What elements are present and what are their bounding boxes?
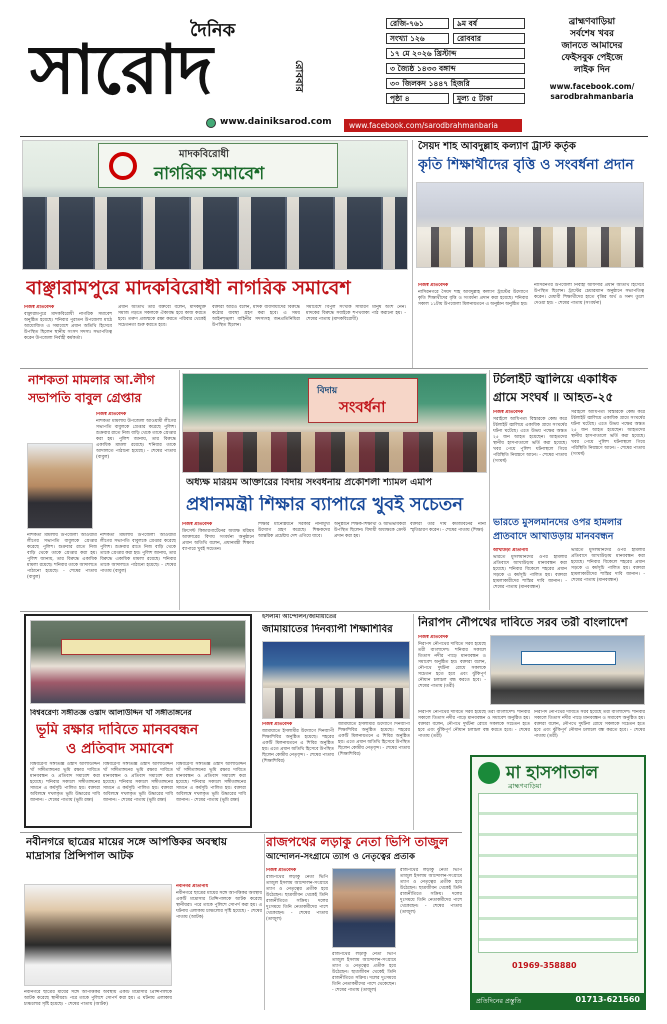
- awami-byline: নিজস্ব প্রতিবেদক: [96, 412, 127, 417]
- col-divider: [489, 370, 490, 610]
- lead-col-4: সমাবেশে বিপুল সংখ্যক সাধারণ মানুষ অংশ নেন। মাদকের বিরুদ্ধে সবাইকে শপথবাক্য পাঠ করানো হয়। - শেষের পাতায় (মাদকবিরোধী): [306, 305, 406, 322]
- farewell-banner-1: বিদায়: [317, 386, 338, 396]
- masthead-daily: দৈনিক: [190, 20, 236, 41]
- info-cell: ১৭ মে ২০২৬ খ্রিস্টাব্দ: [386, 48, 525, 59]
- promo-url: www.facebook.com/: [549, 82, 635, 91]
- muslim-col-1: [493, 548, 567, 608]
- facebook-promo-box[interactable]: [538, 16, 646, 133]
- center-headline[interactable]: প্রধানমন্ত্রী শিক্ষার ব্যাপারে খুবই সচেতন: [186, 495, 464, 515]
- banner-big: নাগরিক সমাবেশ: [154, 164, 265, 184]
- muslim-col-2: ভারতে মুসলমানদের ওপর হামলার প্রতিবাদে আখাউড়ায় মানববন্ধন করা হয়েছে। শনিবার বিকেলে শহরের প্রধান সড়কে এ কর্মসূচি পালিত হয়। বক্তারা হামলাকারীদের শাস্তির দাবি জানান। - শেষের পাতায় (মানববন্ধন): [571, 548, 645, 583]
- boat-photo: [490, 635, 645, 705]
- shibir-photo-people: [263, 688, 409, 718]
- alauddin-col-3: বিশ্ববরেণ্য সঙ্গীতজ্ঞ ওস্তাদ আলাউদ্দিন খাঁ সঙ্গীতাঙ্গনের ভূমি রক্ষার দাবিতে মানববন্ধন ও প্রতিবাদ সমাবেশ করা হয়েছে। শনিবার সকালে সঙ্গীতাঙ্গনের সামনে এ কর্মসূচি পালিত হয়। বক্তারা অবিলম্বে দখলকৃত ভূমি উদ্ধারের দাবি জানান। - শেষের পাতায় (ভূমি রক্ষা): [176, 762, 246, 803]
- awami-headline-1[interactable]: নাশকতা মামলার আ.লীগ: [28, 373, 155, 387]
- tajul-headline-1[interactable]: রাজপথের লড়াকু নেতা ভিপি তাজুল: [266, 835, 449, 849]
- no-drugs-icon: [109, 152, 137, 180]
- divider: [20, 611, 648, 612]
- info-cell: ৩ জ্যৈষ্ঠ ১৪৩৩ বঙ্গাব্দ: [386, 63, 525, 74]
- torch-byline: নিজস্ব প্রতিবেদক: [493, 410, 524, 415]
- col-divider: [412, 140, 413, 368]
- tajul-byline: নিজস্ব প্রতিবেদক: [266, 868, 297, 873]
- shibir-col-2: জামায়াতে ইসলামীর উদ্যোগে দিনব্যাপী শিক্ষাশিবির অনুষ্ঠিত হয়েছে। শহরের একটি মিলনায়তনে এ শিবির অনুষ্ঠিত হয়। এতে প্রধান অতিথি হিসেবে উপস্থিত ছিলেন কেন্দ্রীয় নেতৃবৃন্দ। - শেষের পাতায় (শিক্ষাশিবির): [338, 722, 410, 757]
- promo-url: sarodbrahmanbaria: [550, 92, 634, 101]
- info-cell: ৯ম বর্ষ: [453, 18, 525, 29]
- hospital-ad[interactable]: [470, 755, 646, 1010]
- crowd-silhouettes: [23, 197, 407, 269]
- tajul-col-2: রাজপথের লড়াকু নেতা ভিপি তাজুল ইসলাম আন্দোলন-সংগ্রামে ত্যাগ ও নেতৃত্বের প্রতীক হয়ে উঠেছেন। ছাত্রজীবন থেকেই তিনি রাজনীতিতে সক্রিয়। দলের দুঃসময়ে তিনি নেতাকর্মীদের পাশে থেকেছেন। - শেষের পাতায় (তাজুল): [400, 868, 462, 915]
- alauddin-col-2: বিশ্ববরেণ্য সঙ্গীতজ্ঞ ওস্তাদ আলাউদ্দিন খাঁ সঙ্গীতাঙ্গনের ভূমি রক্ষার দাবিতে মানববন্ধন ও প্রতিবাদ সমাবেশ করা হয়েছে। শনিবার সকালে সঙ্গীতাঙ্গনের সামনে এ কর্মসূচি পালিত হয়। বক্তারা অবিলম্বে দখলকৃত ভূমি উদ্ধারের দাবি জানান। - শেষের পাতায় (ভূমি রক্ষা): [103, 762, 173, 803]
- col-divider: [413, 614, 414, 830]
- info-cell: সংখ্যা ১২৬: [386, 33, 449, 44]
- farewell-banner: [308, 378, 418, 423]
- muslim-headline-2[interactable]: প্রতিবাদে আখাউড়ায় মানববন্ধন: [493, 532, 614, 542]
- center-subhead: অধ্যক্ষ মরিয়ম আক্তারের বিদায় সংবর্ধনায় প্রকৌশলী শ্যামল এমপি: [186, 478, 432, 488]
- torch-col-2: সরাইলে আধিপত্য বিস্তারকে কেন্দ্র করে টর্চলাইট জ্বালিয়ে একাধিক গ্রামে সংঘর্ষের ঘটনা ঘটেছে। এতে উভয় পক্ষের অন্তত ২৫ জন আহত হয়েছেন। আহতদের স্থানীয় হাসপাতালে ভর্তি করা হয়েছে। খবর পেয়ে পুলিশ ঘটনাস্থলে গিয়ে পরিস্থিতি নিয়ন্ত্রণে আনে। - শেষের পাতায় (সংঘর্ষ): [571, 410, 645, 457]
- info-cell: ৩০ জিলকদ ১৪৪৭ হিজরি: [386, 78, 525, 89]
- center-photo-people: [183, 432, 486, 472]
- center-byline: নিজস্ব প্রতিবেদক: [182, 522, 213, 527]
- tajul-col-1: [266, 868, 328, 1008]
- divider: [20, 368, 648, 369]
- boat-byline: নিজস্ব প্রতিবেদক: [418, 635, 449, 640]
- muslim-body: ভারতে মুসলমানদের ওপর হামলার প্রতিবাদে আখাউড়ায় মানববন্ধন করা হয়েছে। শনিবার বিকেলে শহরের প্রধান সড়কে এ কর্মসূচি পালিত হয়। বক্তারা হামলাকারীদের শাস্তির দাবি জানান। - শেষের পাতায় (মানববন্ধন): [493, 555, 567, 590]
- torch-col-1: [493, 410, 567, 512]
- center-col-3: অনুষ্ঠানে শিক্ষক-শিক্ষার্থী ও অভিভাবকরা উপস্থিত ছিলেন। বিদায়ী অধ্যক্ষকে ক্রেস্ট প্রদান করা হয়।: [334, 522, 406, 539]
- masthead-day: রোববার: [293, 60, 304, 92]
- issue-info-box: [386, 18, 526, 116]
- awami-col-1: [96, 412, 176, 532]
- masthead: [30, 8, 330, 133]
- tajul-col-3: রাজপথের লড়াকু নেতা ভিপি তাজুল ইসলাম আন্দোলন-সংগ্রামে ত্যাগ ও নেতৃত্বের প্রতীক হয়ে উঠেছেন। ছাত্রজীবন থেকেই তিনি রাজনীতিতে সক্রিয়। দলের দুঃসময়ে তিনি নেতাকর্মীদের পাশে থেকেছেন। - শেষের পাতায় (তাজুল): [332, 952, 396, 993]
- lead-photo: [22, 140, 408, 270]
- promo-line: সর্বশেষ খবর: [570, 29, 614, 39]
- center-col-1: [182, 522, 254, 608]
- promo-line: লাইক দিন: [573, 65, 611, 75]
- masthead-title: সারোদ: [30, 31, 212, 110]
- trust-col-2: নাসিরনগর উপজেলা নির্বাহী অফিসার প্রধান অতিথি হিসেবে উপস্থিত ছিলেন। ট্রাস্টের চেয়ারম্যান অনুষ্ঠানে সভাপতিত্ব করেন। মেধাবী শিক্ষার্থীদের হাতে বৃত্তির অর্থ ও সনদ তুলে দেওয়া হয়। - শেষের পাতায় (সংবর্ধনা): [534, 283, 644, 306]
- promo-line: জানতে আমাদের: [561, 41, 623, 51]
- trust-col-1: [418, 283, 528, 365]
- alauddin-photo: [30, 620, 246, 704]
- lead-photo-banner: [98, 143, 338, 188]
- hospital-footer-text: প্রতিদিনের প্রস্তুতি: [476, 997, 522, 1005]
- awami-headline-2[interactable]: সভাপতি বাবুল গ্রেপ্তার: [28, 391, 142, 405]
- shibir-byline: নিজস্ব প্রতিবেদক: [262, 722, 293, 727]
- awami-body: নাশকতা মামলায় উপজেলা আওয়ামী লীগের সভাপতি বাবুলকে গ্রেপ্তার করেছে পুলিশ। শুক্রবার রাতে নিজ বাড়ি থেকে তাকে গ্রেপ্তার করা হয়। পুলিশ জানায়, তার বিরুদ্ধে একাধিক মামলা রয়েছে। শনিবার তাকে আদালতে পাঠানো হয়েছে। - শেষের পাতায় (বাবুল): [96, 419, 176, 460]
- trust-photo-people: [417, 227, 643, 267]
- awami-portrait: [27, 443, 93, 529]
- awami-col-3: নাশকতা মামলায় উপজেলা আওয়ামী লীগের সভাপতি বাবুলকে গ্রেপ্তার করেছে পুলিশ। শুক্রবার রাতে নিজ বাড়ি থেকে তাকে গ্রেপ্তার করা হয়। পুলিশ জানায়, তার বিরুদ্ধে একাধিক মামলা রয়েছে। শনিবার তাকে আদালতে পাঠানো হয়েছে। - শেষের পাতায় (বাবুল): [100, 533, 176, 574]
- boat-banner: [521, 651, 616, 665]
- tajul-body: রাজপথের লড়াকু নেতা ভিপি তাজুল ইসলাম আন্দোলন-সংগ্রামে ত্যাগ ও নেতৃত্বের প্রতীক হয়ে উঠেছেন। ছাত্রজীবন থেকেই তিনি রাজনীতিতে সক্রিয়। দলের দুঃসময়ে তিনি নেতাকর্মীদের পাশে থেকেছেন। - শেষের পাতায় (তাজুল): [266, 875, 328, 922]
- hospital-brand: মা হাসপাতাল: [506, 763, 599, 783]
- info-cell: মূল্য ৫ টাকা: [453, 93, 525, 104]
- madrasa-headline-text: নবীনগরে ছাত্রের মায়ের সঙ্গে আপত্তিকর অবস্থায় মাদ্রাসার প্রিন্সিপাল আটক: [26, 836, 227, 862]
- center-body: ক্রিসেন্ট কিন্ডারগার্টেনের অধ্যক্ষ মরিয়ম আক্তারের বিদায় সংবর্ধনা অনুষ্ঠানে প্রধান অতিথি বলেন, প্রধানমন্ত্রী শিক্ষার ব্যাপারে খুবই সচেতন।: [182, 529, 254, 552]
- promo-line: ব্রাহ্মণবাড়িয়া: [568, 17, 616, 27]
- boat-col-2: নিরাপদ নৌপথের দাবিতে সরব হয়েছে তরী বাংলাদেশ। শনিবার সকালে তিতাস নদীর পাড়ে মানববন্ধন ও সমাবেশ অনুষ্ঠিত হয়। বক্তারা বলেন, নৌপথে দুর্ঘটনা রোধে সকলকে সচেতন হতে হবে এবং ঝুঁকিপূর্ণ নৌযান চলাচল বন্ধ করতে হবে। - শেষের পাতায় (তরী): [418, 710, 530, 739]
- hospital-footer: [472, 993, 644, 1008]
- facebook-bar[interactable]: [344, 119, 522, 132]
- madrasa-col-1: [176, 884, 262, 1004]
- trust-byline: নিজস্ব প্রতিবেদক: [418, 283, 449, 288]
- alauddin-kicker: বিশ্ববরেণ্য সঙ্গীতজ্ঞ ওস্তাদ আলাউদ্দিন খাঁ সঙ্গীতাঙ্গনের: [30, 709, 192, 717]
- banner-small: মাদকবিরোধী: [179, 149, 230, 160]
- torch-headline-2[interactable]: গ্রামে সংঘর্ষ ॥ আহত-২৫: [493, 391, 614, 404]
- madrasa-col-2: নবীনগরে ছাত্রের মায়ের সঙ্গে আপত্তিকর অবস্থায় একটি মাদ্রাসার প্রিন্সিপালকে আটক করেছে স্থানীয়রা। পরে তাকে পুলিশে সোপর্দ করা হয়। এ ঘটনায় এলাকায় চাঞ্চল্যের সৃষ্টি হয়েছে। - শেষের পাতায় (আটক): [24, 990, 172, 1007]
- globe-icon: [206, 118, 216, 128]
- shibir-col-1: [262, 722, 334, 828]
- madrasa-portrait: [24, 884, 172, 986]
- info-cell: রোববার: [453, 33, 525, 44]
- col-divider: [179, 370, 180, 610]
- hospital-sub: ব্রাহ্মণবাড়িয়া: [508, 782, 542, 790]
- protest-banner: [61, 639, 211, 655]
- hospital-phone-1: 01969-358880: [512, 961, 577, 970]
- tajul-headline-2[interactable]: আন্দোলন-সংগ্রামে ত্যাগ ও নেতৃত্বের প্রতীক: [266, 853, 415, 862]
- farewell-banner-2: সংবর্ধনা: [339, 398, 386, 416]
- hospital-phone-2: 01713-621560: [575, 995, 640, 1004]
- madrasa-byline: নবীনগর প্রতিনিধি: [176, 884, 208, 889]
- center-col-2: শিক্ষার মানোন্নয়নে সরকার নানামুখী উদ্যোগ গ্রহণ করেছে। শিক্ষকদের আন্তরিক প্রচেষ্টায় দেশ এগিয়ে যাবে।: [258, 522, 330, 539]
- lead-headline[interactable]: বাঞ্ছারামপুরে মাদকবিরোধী নাগরিক সমাবেশ: [26, 278, 351, 299]
- shibir-body: জামায়াতে ইসলামীর উদ্যোগে দিনব্যাপী শিক্ষাশিবির অনুষ্ঠিত হয়েছে। শহরের একটি মিলনায়তনে এ শিবির অনুষ্ঠিত হয়। এতে প্রধান অতিথি হিসেবে উপস্থিত ছিলেন কেন্দ্রীয় নেতৃবৃন্দ। - শেষের পাতায় (শিক্ষাশিবির): [262, 729, 334, 764]
- trust-headline[interactable]: কৃতি শিক্ষার্থীদের বৃত্তি ও সংবর্ধনা প্রদান: [418, 157, 634, 173]
- lead-col-2: প্রধান অতিথি তার বক্তব্যে বলেন, মাদকমুক্ত সমাজ গড়তে সকলকে ঐক্যবদ্ধ হয়ে কাজ করতে হবে। তরুণ প্রজন্মকে রক্ষা করতে পরিবার থেকেই সচেতনতা শুরু করতে হবে।: [118, 305, 206, 328]
- torch-body: সরাইলে আধিপত্য বিস্তারকে কেন্দ্র করে টর্চলাইট জ্বালিয়ে একাধিক গ্রামে সংঘর্ষের ঘটনা ঘটেছে। এতে উভয় পক্ষের অন্তত ২৫ জন আহত হয়েছেন। আহতদের স্থানীয় হাসপাতালে ভর্তি করা হয়েছে। খবর পেয়ে পুলিশ ঘটনাস্থলে গিয়ে পরিস্থিতি নিয়ন্ত্রণে আনে। - শেষের পাতায় (সংঘর্ষ): [493, 417, 567, 464]
- center-photo: [182, 373, 487, 473]
- doctor-list: [478, 793, 638, 953]
- info-cell: পৃষ্ঠা ৪: [386, 93, 449, 104]
- madrasa-body: নবীনগরে ছাত্রের মায়ের সঙ্গে আপত্তিকর অবস্থায় একটি মাদ্রাসার প্রিন্সিপালকে আটক করেছে স্থানীয়রা। পরে তাকে পুলিশে সোপর্দ করা হয়। এ ঘটনায় এলাকায় চাঞ্চল্যের সৃষ্টি হয়েছে। - শেষের পাতায় (আটক): [176, 891, 262, 920]
- alauddin-box: [24, 614, 252, 828]
- promo-line: ফেইসবুক পেইজে: [561, 53, 623, 63]
- madrasa-headline-1[interactable]: [26, 835, 262, 865]
- shibir-kicker: ইসলামী আন্দোলন/জামায়াতের: [262, 614, 337, 620]
- website-link[interactable]: www.dainiksarod.com: [220, 117, 332, 127]
- alauddin-col-1: বিশ্ববরেণ্য সঙ্গীতজ্ঞ ওস্তাদ আলাউদ্দিন খাঁ সঙ্গীতাঙ্গনের ভূমি রক্ষার দাবিতে মানববন্ধন ও প্রতিবাদ সমাবেশ করা হয়েছে। শনিবার সকালে সঙ্গীতাঙ্গনের সামনে এ কর্মসূচি পালিত হয়। বক্তারা অবিলম্বে দখলকৃত ভূমি উদ্ধারের দাবি জানান। - শেষের পাতায় (ভূমি রক্ষা): [30, 762, 100, 803]
- trust-kicker: সৈয়দ শাহ আবদুল্লাহ কল্যাণ ট্রাস্ট কর্তৃক: [418, 141, 576, 152]
- shibir-photo: [262, 641, 410, 719]
- torch-headline-1[interactable]: টর্চলাইট জ্বালিয়ে একাধিক: [493, 373, 617, 386]
- lead-byline: নিজস্ব প্রতিবেদক: [24, 305, 55, 310]
- awami-col-2: নাশকতা মামলায় উপজেলা আওয়ামী লীগের সভাপতি বাবুলকে গ্রেপ্তার করেছে পুলিশ। শুক্রবার রাতে নিজ বাড়ি থেকে তাকে গ্রেপ্তার করা হয়। পুলিশ জানায়, তার বিরুদ্ধে একাধিক মামলা রয়েছে। শনিবার তাকে আদালতে পাঠানো হয়েছে। - শেষের পাতায় (বাবুল): [27, 533, 97, 580]
- boat-body: নিরাপদ নৌপথের দাবিতে সরব হয়েছে তরী বাংলাদেশ। শনিবার সকালে তিতাস নদীর পাড়ে মানববন্ধন ও সমাবেশ অনুষ্ঠিত হয়। বক্তারা বলেন, নৌপথে দুর্ঘটনা রোধে সকলকে সচেতন হতে হবে এবং ঝুঁকিপূর্ণ নৌযান চলাচল বন্ধ করতে হবে। - শেষের পাতায় (তরী): [418, 642, 486, 689]
- masthead-divider: [20, 136, 648, 137]
- boat-col-1: [418, 635, 486, 697]
- info-cell: রেজি-৭৬১: [386, 18, 449, 29]
- lead-body: বাঞ্ছারামপুরে মাদকবিরোধী নাগরিক সমাবেশ অনুষ্ঠিত হয়েছে। শনিবার পুরাতন উপজেলা মাঠে আয়োজিত এ সমাবেশে প্রধান অতিথি হিসেবে উপস্থিত ছিলেন স্থানীয় সংসদ সদস্য। সভাপতিত্ব করেন উপজেলা নির্বাহী কর্মকর্তা।: [24, 312, 112, 341]
- lead-col-1: [24, 305, 112, 365]
- divider: [20, 832, 462, 833]
- hospital-logo-icon: [478, 762, 500, 784]
- facebook-bar-text: www.facebook.com/sarodbrahmanbaria: [349, 121, 499, 130]
- lead-col-3: বক্তারা আরও বলেন, মাদক ব্যবসায়ীদের বিরুদ্ধে কঠোর ব্যবস্থা গ্রহণ করা হবে। এ সময় আইনশৃঙ্খলা বাহিনীর সদস্যসহ জনপ্রতিনিধিরা উপস্থিত ছিলেন।: [212, 305, 300, 328]
- alauddin-headline-1[interactable]: ভূমি রক্ষার দাবিতে মানববন্ধন: [36, 722, 199, 738]
- boat-headline[interactable]: নিরাপদ নৌপথের দাবিতে সরব তরী বাংলাদেশ: [418, 616, 628, 629]
- center-col-4: বক্তারা তার দীর্ঘ কর্মজীবনের নানা স্মৃতিচারণ করেন। - শেষের পাতায় (শিক্ষা): [410, 522, 486, 533]
- col-divider: [264, 834, 265, 1010]
- muslim-byline: আখাউড়া প্রতিনিধি: [493, 548, 528, 553]
- shibir-headline[interactable]: জামায়াতের দিনব্যাপী শিক্ষাশিবির: [262, 624, 393, 635]
- alauddin-headline-2[interactable]: ও প্রতিবাদ সমাবেশ: [66, 741, 174, 757]
- muslim-headline-1[interactable]: ভারতে মুসলমানদের ওপর হামলার: [493, 518, 623, 528]
- boat-col-3: নিরাপদ নৌপথের দাবিতে সরব হয়েছে তরী বাংলাদেশ। শনিবার সকালে তিতাস নদীর পাড়ে মানববন্ধন ও সমাবেশ অনুষ্ঠিত হয়। বক্তারা বলেন, নৌপথে দুর্ঘটনা রোধে সকলকে সচেতন হতে হবে এবং ঝুঁকিপূর্ণ নৌযান চলাচল বন্ধ করতে হবে। - শেষের পাতায় (তরী): [534, 710, 645, 739]
- tajul-portrait: [332, 868, 396, 948]
- trust-body: নাসিরনগরে সৈয়দ শাহ আবদুল্লাহ কল্যাণ ট্রাস্টের উদ্যোগে কৃতি শিক্ষার্থীদের বৃত্তি ও সংবর্ধনা প্রদান করা হয়েছে। শনিবার সকাল ১১টায় উপজেলা মিলনায়তনে এ অনুষ্ঠান অনুষ্ঠিত হয়।: [418, 290, 528, 307]
- trust-photo: [416, 182, 644, 268]
